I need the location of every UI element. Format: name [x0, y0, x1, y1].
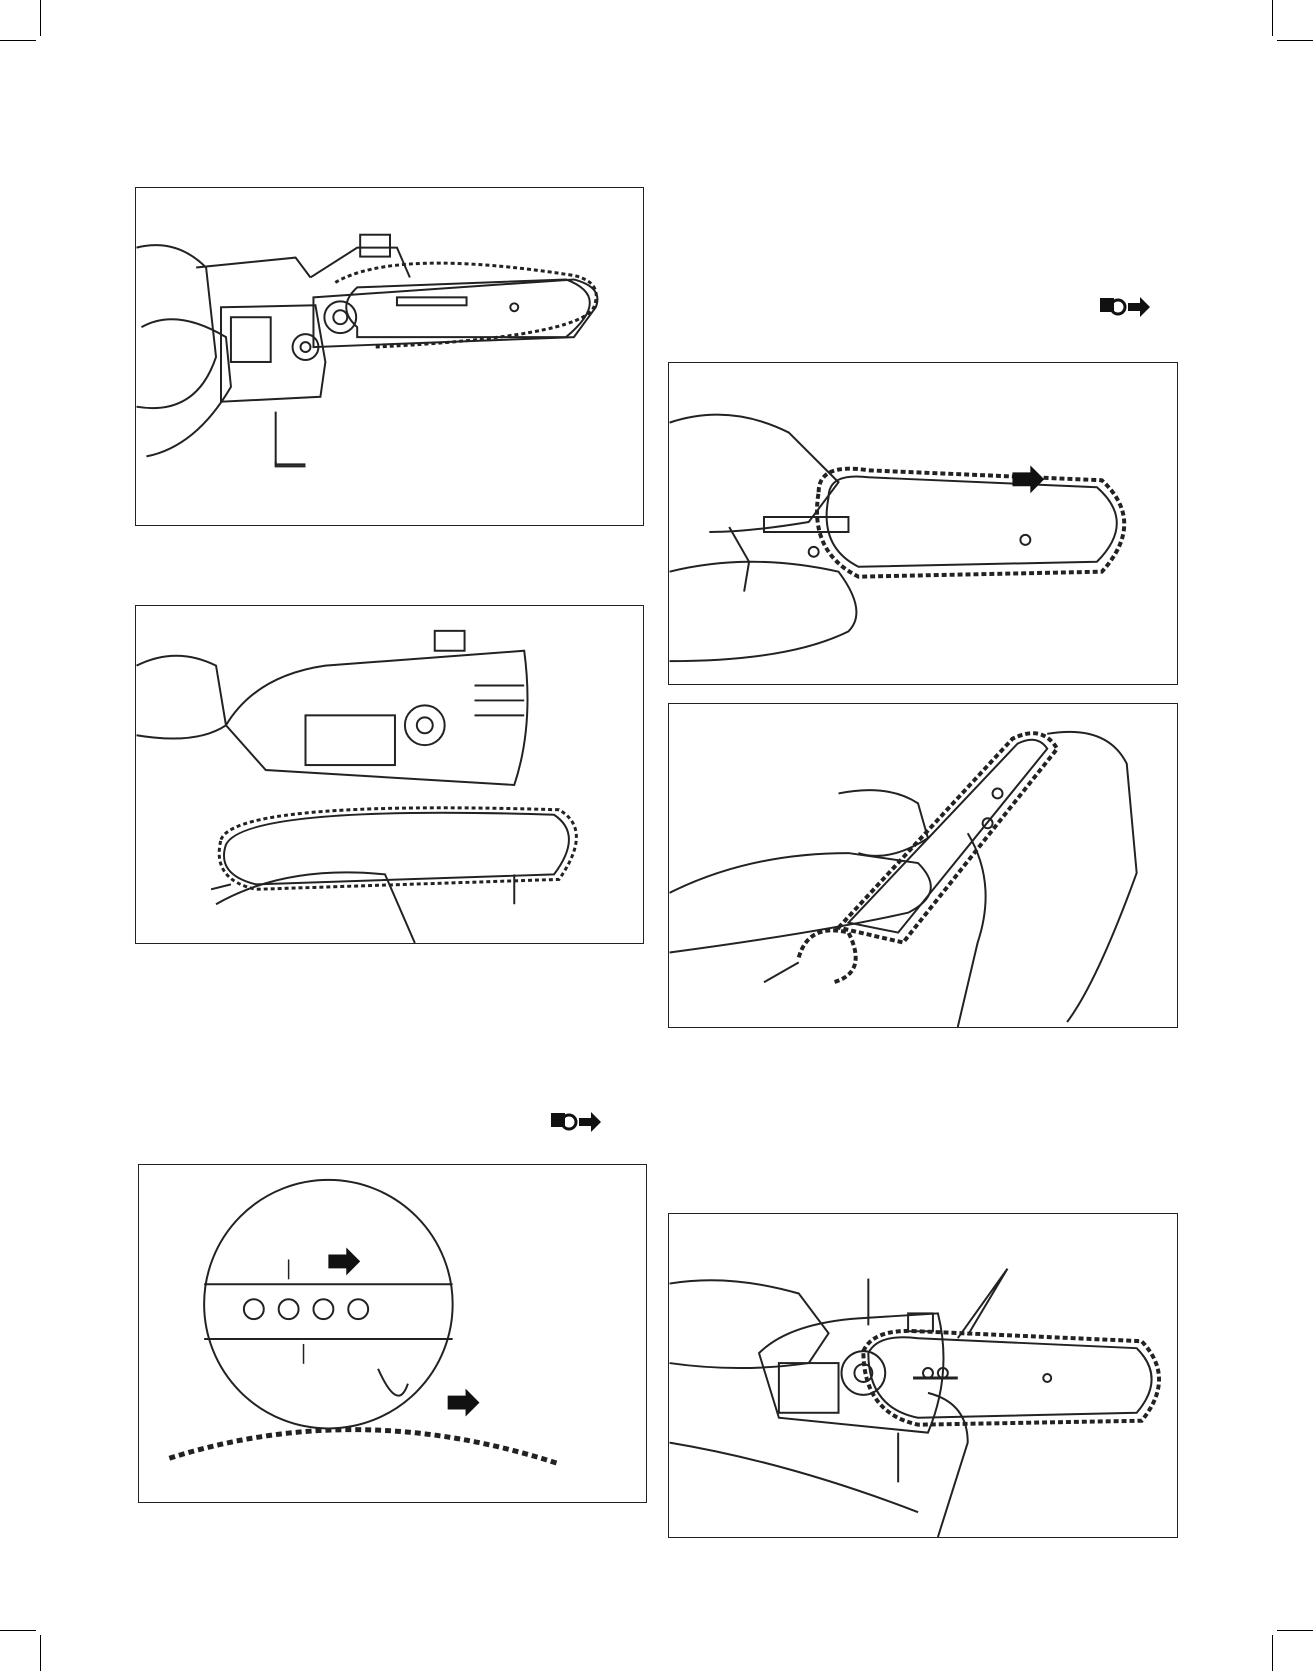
- figure-bar-chain-fitting: [668, 703, 1178, 1028]
- figure-cover-removal: [135, 187, 644, 526]
- chain-direction-symbol-icon: [1098, 294, 1152, 320]
- figure-chain-direction: [138, 1164, 647, 1503]
- chain-on-bar-illustration-icon: [669, 363, 1177, 684]
- crop-mark: [40, 0, 41, 36]
- figure-chain-on-bar: [668, 362, 1178, 685]
- figure-chain-tension: [668, 1213, 1178, 1538]
- crop-mark: [0, 1630, 36, 1631]
- crop-mark: [1277, 40, 1313, 41]
- crop-mark: [1272, 0, 1273, 36]
- chainsaw-cover-removal-illustration-icon: [136, 188, 643, 525]
- chain-bar-removal-illustration-icon: [136, 606, 643, 943]
- crop-mark: [1272, 1635, 1273, 1671]
- bar-chain-fitting-illustration-icon: [669, 704, 1177, 1027]
- chain-direction-detail-illustration-icon: [139, 1165, 646, 1502]
- crop-mark: [1277, 1630, 1313, 1631]
- chain-tension-adjustment-illustration-icon: [669, 1214, 1177, 1537]
- crop-mark: [0, 40, 36, 41]
- figure-bar-chain-removal: [135, 605, 644, 944]
- chain-direction-symbol-icon: [549, 1109, 603, 1135]
- crop-mark: [40, 1635, 41, 1671]
